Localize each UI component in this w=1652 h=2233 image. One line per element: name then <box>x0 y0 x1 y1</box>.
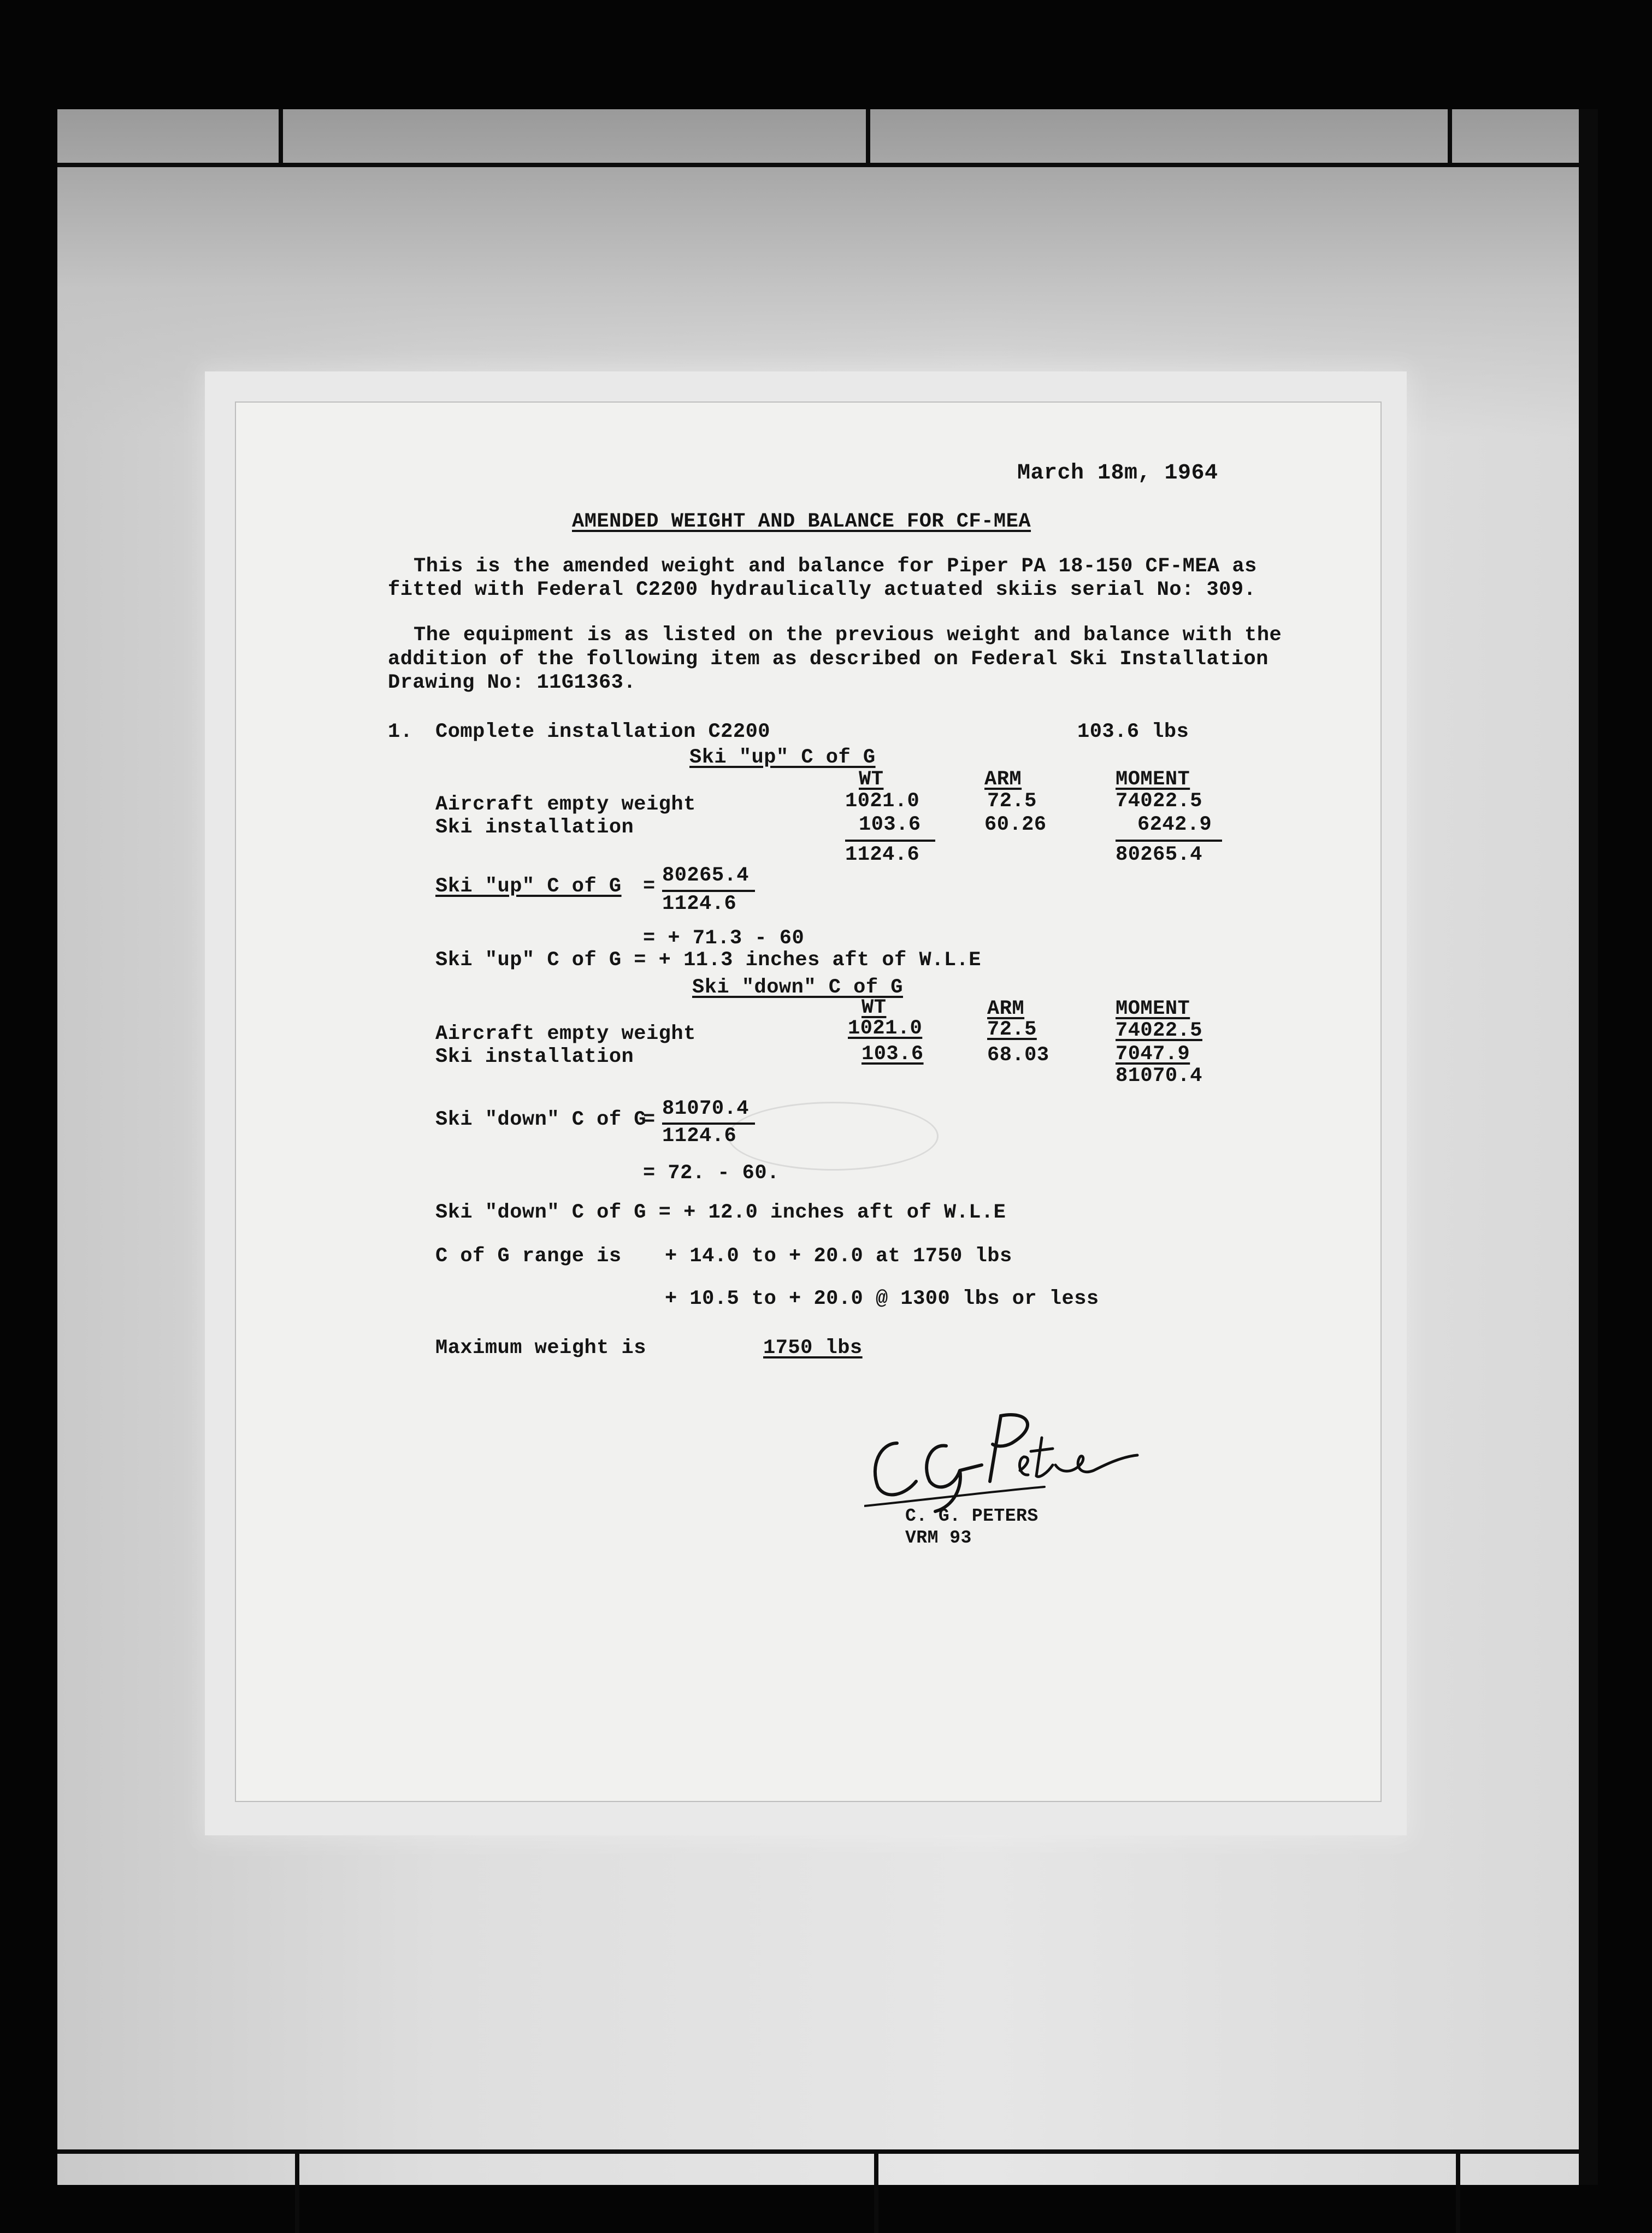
down-calc-step: = 72. - 60. <box>643 1162 780 1185</box>
signatory-id: VRM 93 <box>905 1528 972 1548</box>
down-row-wt: 103.6 <box>862 1043 924 1066</box>
up-calc-eq: = <box>643 875 656 898</box>
down-row-arm: 72.5 <box>987 1018 1037 1041</box>
down-calc-eq: = <box>643 1108 656 1131</box>
up-calc-step: = + 71.3 - 60 <box>643 927 805 950</box>
down-row-moment: 7047.9 <box>1116 1043 1190 1066</box>
up-row-arm: 72.5 <box>987 790 1037 813</box>
up-row-arm: 60.26 <box>984 813 1047 836</box>
frame-divider <box>279 109 283 164</box>
down-row-moment: 74022.5 <box>1116 1019 1202 1042</box>
pencil-smudge <box>728 1102 939 1171</box>
document-page <box>235 401 1382 1802</box>
down-result: Ski "down" C of G = + 12.0 inches aft of W.L.E <box>435 1201 1006 1224</box>
up-moment-sum-rule <box>1116 840 1222 842</box>
frame-right-edge <box>1579 109 1598 2185</box>
equipment-paragraph-line: addition of the following item as described on Federal Ski Installation <box>388 648 1268 671</box>
up-row-wt: 103.6 <box>859 813 921 836</box>
item-weight: 103.6 lbs <box>1077 720 1189 743</box>
up-row-moment: 6242.9 <box>1137 813 1212 836</box>
up-row-label: Ski installation <box>435 816 634 839</box>
max-weight-label: Maximum weight is <box>435 1337 646 1360</box>
frame-bottom-rule <box>57 2149 1598 2154</box>
cg-range-line: + 14.0 to + 20.0 at 1750 lbs <box>665 1245 1012 1268</box>
up-calc-numerator: 80265.4 <box>662 864 749 887</box>
up-col-arm: ARM <box>984 768 1022 791</box>
frame-top-rule <box>57 163 1598 167</box>
down-total-moment: 81070.4 <box>1116 1065 1202 1088</box>
cg-range-label: C of G range is <box>435 1245 622 1268</box>
handwritten-signature <box>864 1405 1148 1517</box>
frame-divider <box>1448 109 1452 164</box>
max-weight-value: 1750 lbs <box>763 1337 863 1360</box>
up-total-moment: 80265.4 <box>1116 843 1202 866</box>
up-calc-denominator: 1124.6 <box>662 893 737 915</box>
item-number: 1. <box>388 720 413 743</box>
down-heading: Ski "down" C of G <box>692 976 903 999</box>
up-row-moment: 74022.5 <box>1116 790 1202 813</box>
equipment-paragraph-line: Drawing No: 11G1363. <box>388 671 636 694</box>
up-row-label: Aircraft empty weight <box>435 793 696 816</box>
frame-divider <box>295 2152 299 2233</box>
document-title: AMENDED WEIGHT AND BALANCE FOR CF-MEA <box>572 510 1031 533</box>
up-heading: Ski "up" C of G <box>689 746 876 769</box>
intro-paragraph-line: fitted with Federal C2200 hydraulically actuated skiis serial No: 309. <box>388 578 1256 601</box>
up-total-wt: 1124.6 <box>845 843 920 866</box>
item-label: Complete installation C2200 <box>435 720 770 743</box>
down-calc-denominator: 1124.6 <box>662 1125 737 1148</box>
down-row-wt: 1021.0 <box>848 1017 923 1040</box>
up-fraction-bar <box>662 890 755 892</box>
down-col-moment: MOMENT <box>1116 997 1190 1020</box>
up-wt-sum-rule <box>845 840 935 842</box>
down-row-label: Aircraft empty weight <box>435 1023 696 1045</box>
signatory-name: C. G. PETERS <box>905 1506 1039 1526</box>
up-calc-label: Ski "up" C of G <box>435 875 622 898</box>
down-row-arm: 68.03 <box>987 1044 1049 1067</box>
equipment-paragraph-line: The equipment is as listed on the previous weight and balance with the <box>414 624 1282 647</box>
up-row-wt: 1021.0 <box>845 790 920 813</box>
document-date: March 18m, 1964 <box>1017 461 1218 486</box>
frame-divider <box>874 2152 878 2233</box>
down-col-arm: ARM <box>987 997 1025 1020</box>
up-col-wt: WT <box>859 768 884 791</box>
up-result: Ski "up" C of G = + 11.3 inches aft of W.L.E <box>435 949 981 972</box>
down-col-wt: WT <box>862 996 887 1019</box>
frame-divider <box>866 109 870 164</box>
down-calc-label: Ski "down" C of G <box>435 1108 646 1131</box>
down-row-label: Ski installation <box>435 1045 634 1068</box>
down-calc-numerator: 81070.4 <box>662 1097 749 1120</box>
up-col-moment: MOMENT <box>1116 768 1190 791</box>
cg-range-line: + 10.5 to + 20.0 @ 1300 lbs or less <box>665 1287 1099 1310</box>
frame-divider <box>1456 2152 1460 2233</box>
intro-paragraph-line: This is the amended weight and balance for Piper PA 18-150 CF-MEA as <box>414 555 1257 578</box>
